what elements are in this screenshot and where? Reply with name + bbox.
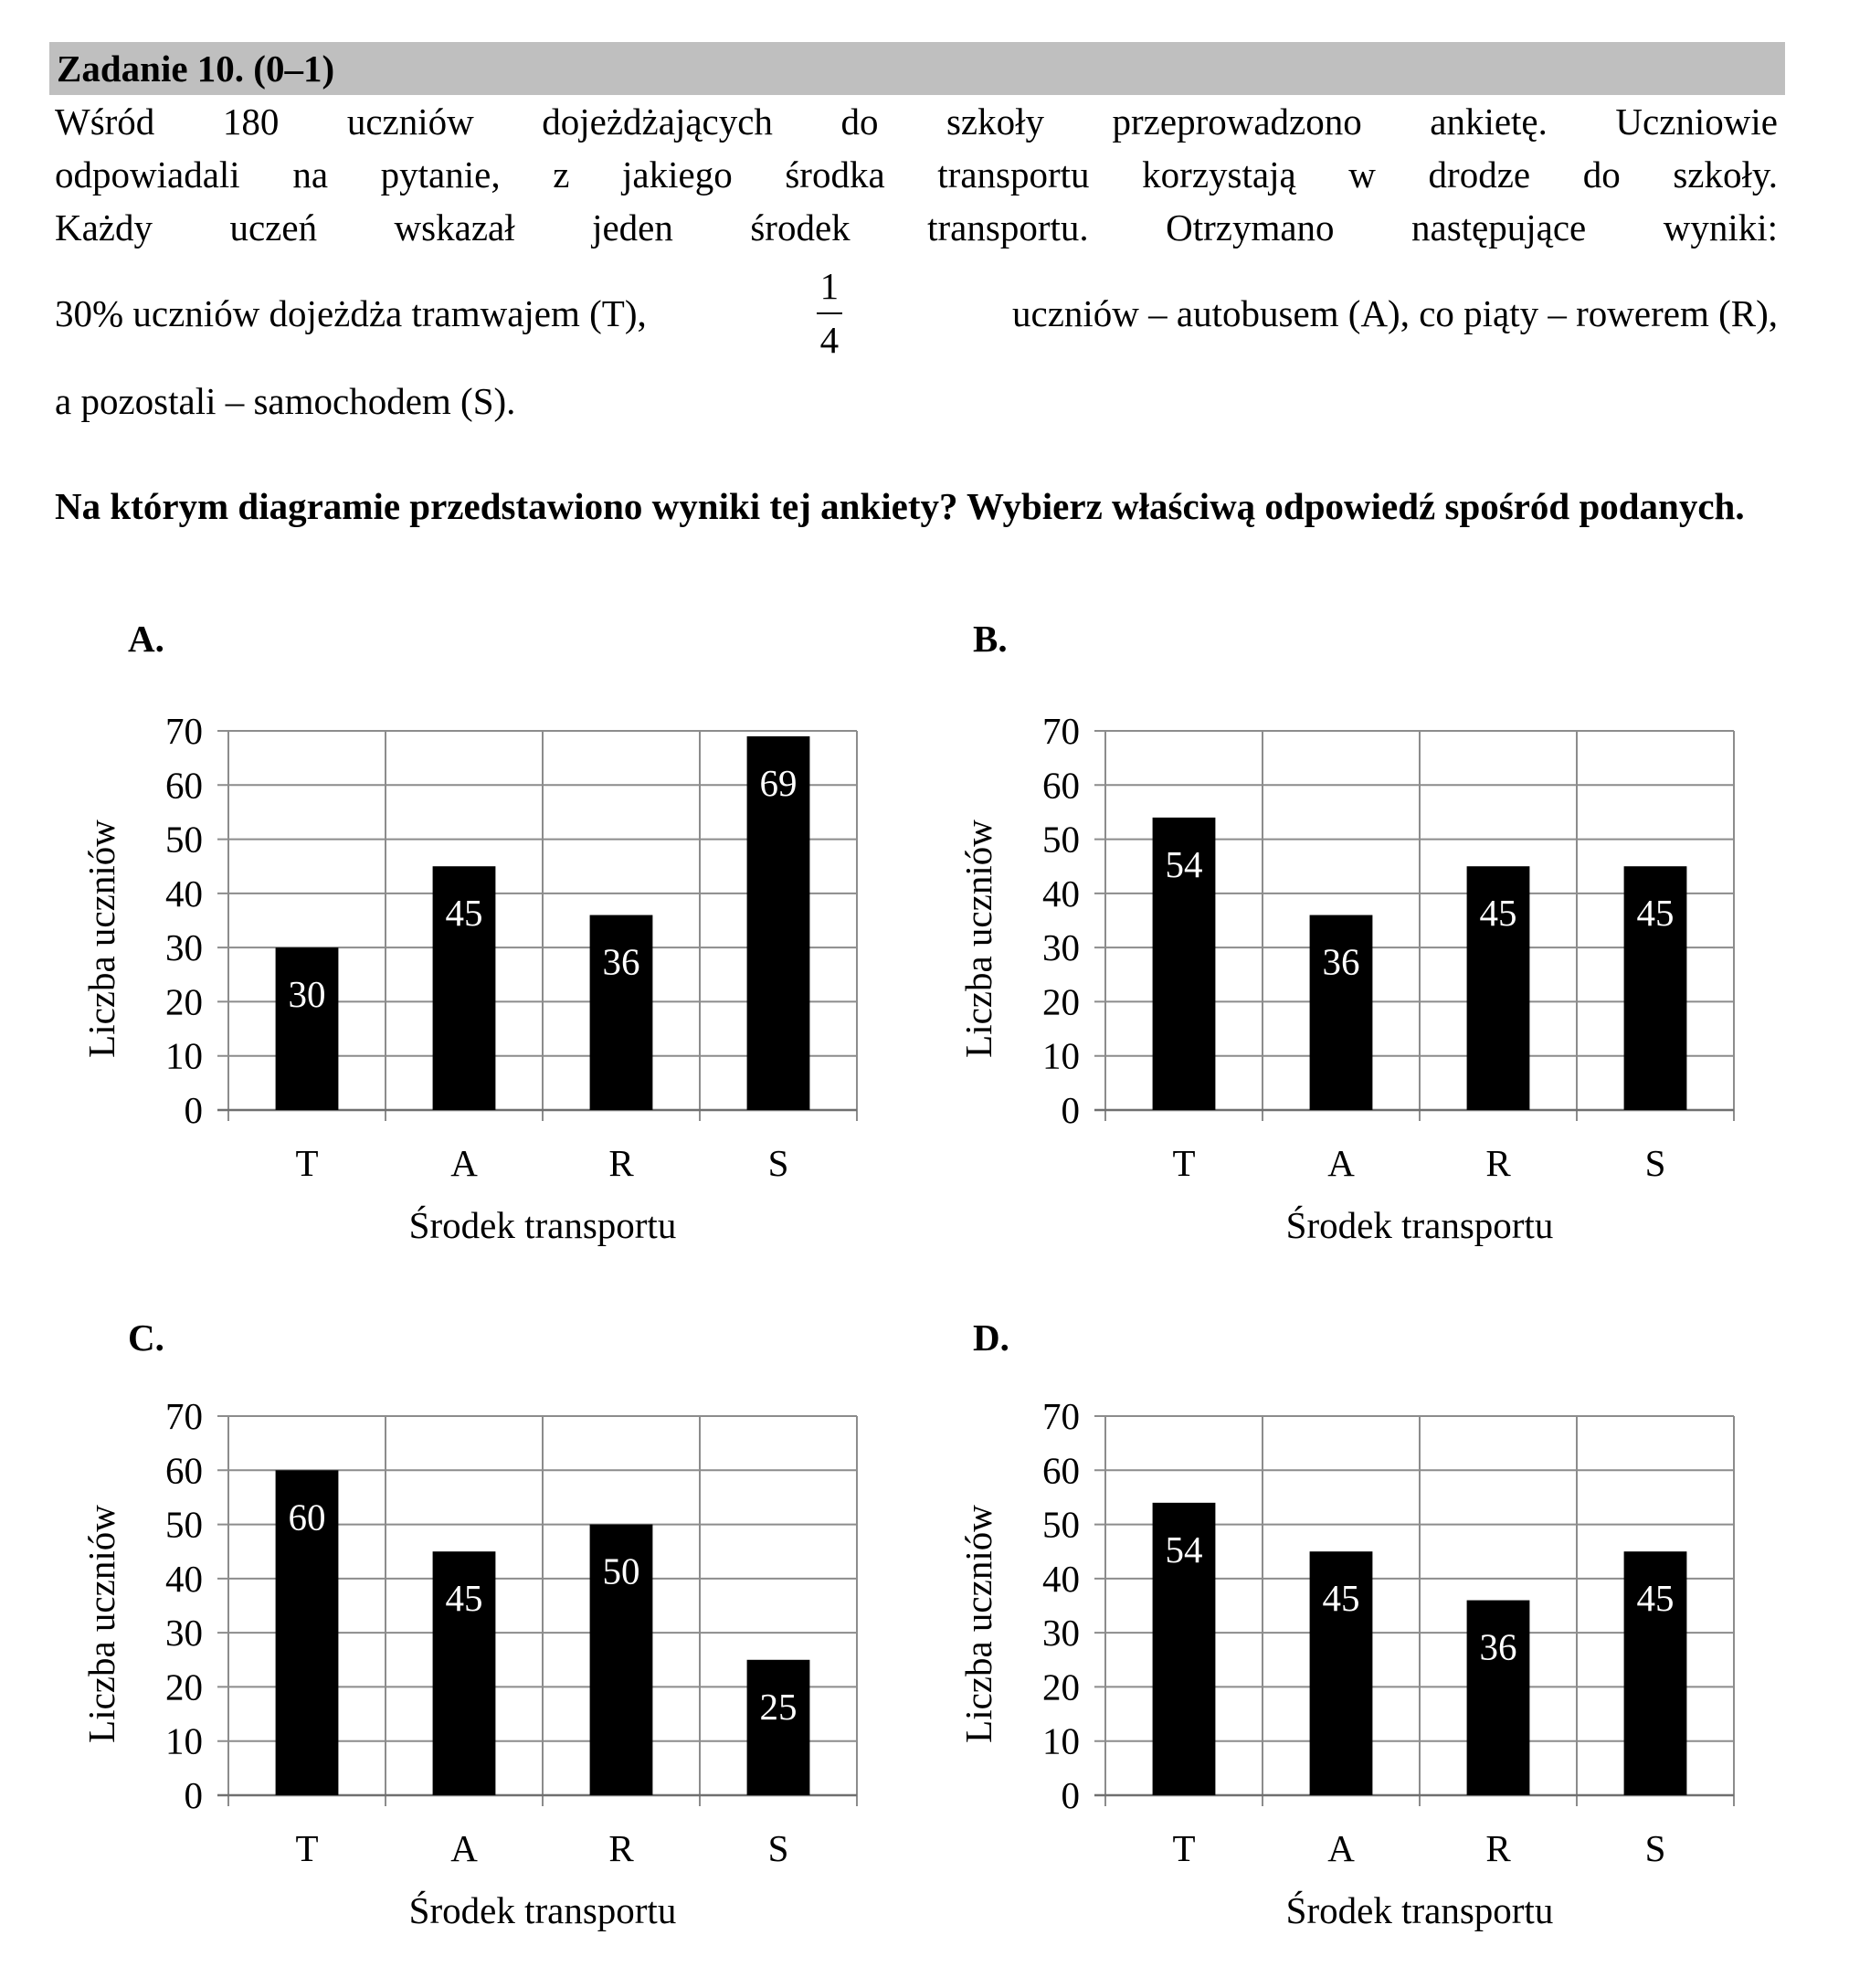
y-tick-label: 50 [1042, 818, 1080, 861]
bar-value-label: 45 [1479, 892, 1517, 935]
y-axis-title: Liczba uczniów [80, 1505, 122, 1743]
x-tick-label: T [295, 1142, 319, 1184]
bar-chart-c [73, 1389, 895, 1937]
y-tick-label: 60 [165, 1449, 203, 1492]
y-tick-label: 60 [1042, 764, 1080, 807]
x-axis-title: Środek transportu [1285, 1889, 1554, 1931]
y-axis-title: Liczba uczniów [957, 1505, 999, 1743]
bar-t [276, 947, 339, 1110]
y-tick-label: 50 [165, 818, 203, 861]
x-tick-label: R [608, 1827, 634, 1869]
bar-chart-b [950, 703, 1772, 1252]
x-tick-label: S [767, 1142, 789, 1184]
bar-value-label: 54 [1165, 842, 1203, 885]
bar-value-label: 36 [1479, 1625, 1517, 1668]
bar-value-label: 25 [759, 1685, 798, 1728]
fraction-numerator: 1 [817, 268, 843, 314]
x-tick-label: R [1485, 1142, 1511, 1184]
fraction-denominator: 4 [819, 319, 840, 361]
y-tick-label: 30 [1042, 1612, 1080, 1655]
x-tick-label: T [295, 1827, 319, 1869]
y-tick-label: 0 [1061, 1774, 1080, 1816]
y-tick-label: 30 [1042, 926, 1080, 969]
y-axis-title: Liczba uczniów [957, 820, 999, 1058]
bar-value-label: 60 [288, 1496, 326, 1539]
task-text-line-5: a pozostali – samochodem (S). [55, 380, 516, 422]
x-tick-label: S [767, 1827, 789, 1869]
bar-value-label: 50 [602, 1549, 640, 1592]
bar-value-label: 45 [445, 892, 483, 935]
bar-chart-d [950, 1389, 1772, 1937]
bar-value-label: 36 [1322, 940, 1360, 983]
y-tick-label: 20 [1042, 980, 1080, 1023]
bar-value-label: 45 [445, 1577, 483, 1620]
option-label-b: B. [973, 618, 1008, 660]
y-tick-label: 70 [1042, 1395, 1080, 1437]
bar-s [747, 1660, 810, 1795]
y-tick-label: 10 [165, 1034, 203, 1077]
x-tick-label: S [1644, 1827, 1666, 1869]
y-tick-label: 0 [184, 1089, 203, 1131]
task-text-line-4-start: 30% uczniów dojeżdża tramwajem (T), [55, 292, 647, 334]
y-tick-label: 0 [1061, 1089, 1080, 1131]
x-tick-label: R [608, 1142, 634, 1184]
x-axis-title: Środek transportu [408, 1204, 677, 1246]
y-tick-label: 30 [165, 926, 203, 969]
x-tick-label: R [1485, 1827, 1511, 1869]
y-tick-label: 50 [165, 1503, 203, 1546]
y-tick-label: 50 [1042, 1503, 1080, 1546]
y-tick-label: 60 [1042, 1449, 1080, 1492]
x-tick-label: A [1327, 1827, 1355, 1869]
bar-value-label: 69 [759, 761, 798, 804]
task-text-line-4-end: uczniów – autobusem (A), co piąty – rowerem (R), [1012, 292, 1778, 334]
x-tick-label: T [1172, 1827, 1196, 1869]
bar-value-label: 54 [1165, 1528, 1203, 1570]
bar-value-label: 45 [1322, 1577, 1360, 1620]
question-text: Na którym diagramie przedstawiono wyniki tej ankiety? Wybierz właściwą odpowiedź spośród podanych. [55, 485, 1745, 527]
y-tick-label: 40 [165, 1557, 203, 1600]
bar-value-label: 45 [1636, 1577, 1675, 1620]
y-tick-label: 20 [165, 980, 203, 1023]
y-tick-label: 20 [165, 1665, 203, 1708]
task-text-line-2: odpowiadali na pytanie, z jakiego środka transportu korzystają w drodze do szkoły. [55, 153, 1778, 196]
y-tick-label: 30 [165, 1612, 203, 1655]
bar-value-label: 45 [1636, 892, 1675, 935]
y-tick-label: 40 [1042, 1557, 1080, 1600]
x-tick-label: A [450, 1142, 478, 1184]
y-tick-label: 10 [165, 1719, 203, 1762]
option-label-d: D. [973, 1317, 1009, 1359]
task-title: Zadanie 10. (0–1) [57, 48, 335, 90]
bar-chart-a [73, 703, 895, 1252]
task-text-line-1: Wśród 180 uczniów dojeżdżających do szkoły przeprowadzono ankietę. Uczniowie [55, 100, 1778, 143]
x-tick-label: A [450, 1827, 478, 1869]
x-tick-label: S [1644, 1142, 1666, 1184]
option-label-c: C. [128, 1317, 164, 1359]
y-tick-label: 10 [1042, 1719, 1080, 1762]
fraction-one-quarter [817, 265, 843, 361]
bar-value-label: 36 [602, 940, 640, 983]
x-tick-label: T [1172, 1142, 1196, 1184]
y-tick-label: 60 [165, 764, 203, 807]
x-axis-title: Środek transportu [408, 1889, 677, 1931]
option-label-a: A. [128, 618, 164, 660]
y-axis-title: Liczba uczniów [80, 820, 122, 1058]
y-tick-label: 70 [1042, 710, 1080, 752]
bar-value-label: 30 [288, 973, 326, 1016]
y-tick-label: 40 [165, 872, 203, 915]
y-tick-label: 70 [165, 710, 203, 752]
x-axis-title: Środek transportu [1285, 1204, 1554, 1246]
y-tick-label: 10 [1042, 1034, 1080, 1077]
task-text-line-3: Każdy uczeń wskazał jeden środek transportu. Otrzymano następujące wyniki: [55, 206, 1778, 248]
task-text-line-4 [55, 259, 1778, 368]
y-tick-label: 20 [1042, 1665, 1080, 1708]
y-tick-label: 40 [1042, 872, 1080, 915]
y-tick-label: 70 [165, 1395, 203, 1437]
y-tick-label: 0 [184, 1774, 203, 1816]
x-tick-label: A [1327, 1142, 1355, 1184]
